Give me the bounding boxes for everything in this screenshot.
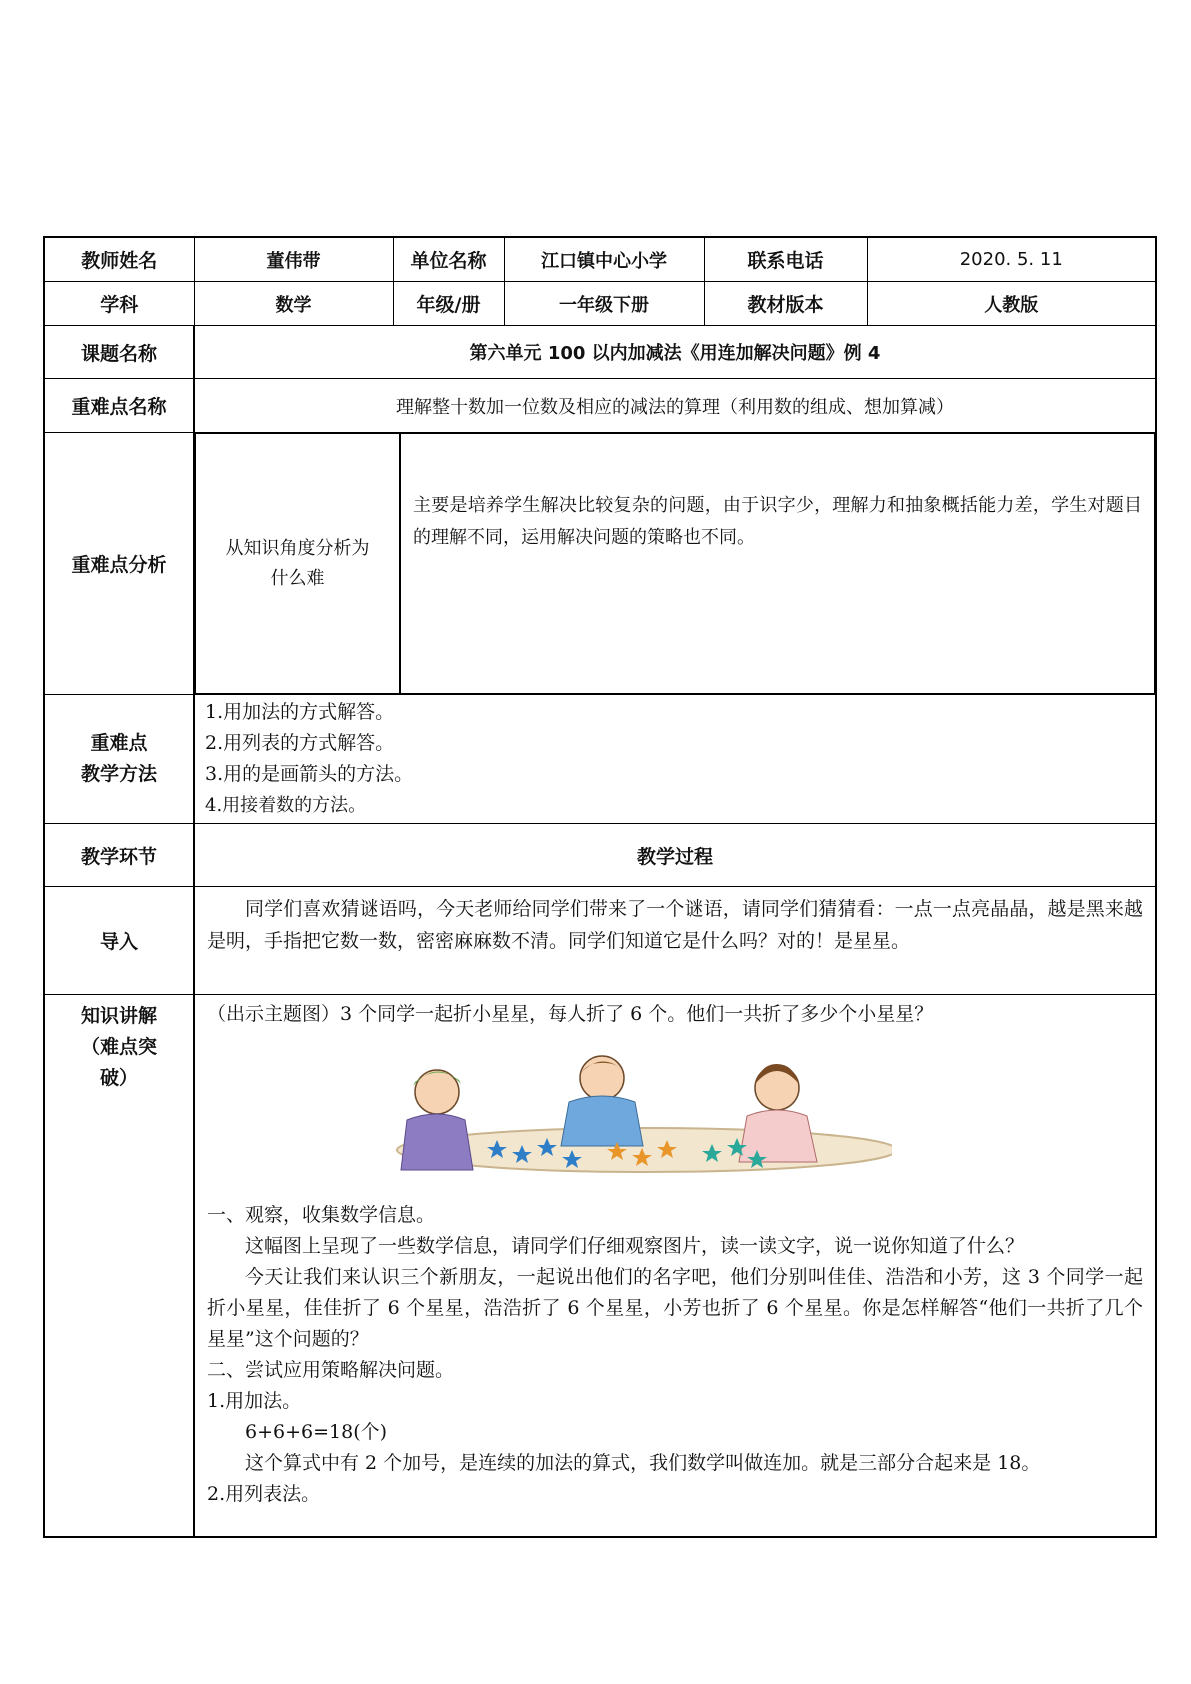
difficulty-analysis-cell: [194, 433, 1156, 695]
unit-name: 江口镇中心小学: [504, 237, 704, 282]
difficulty-name-value: 理解整十数加一位数及相应的减法的算理（利用数的组成、想加算减）: [194, 379, 1156, 433]
step1-paragraph-2: 今天让我们来认识三个新朋友，一起说出他们的名字吧，他们分别叫佳佳、浩浩和小芳，这 3 个同学一起折小星星，佳佳折了 6 个星星，浩浩折了 6 个星星，小芳也折了 6 个星星。你是怎样解答“他们一共折了几个星星”这个问题的？: [207, 1266, 1143, 1350]
formula: 6+6+6=18(个): [245, 1421, 388, 1443]
girl-left-figure: [401, 1070, 473, 1170]
method-item: 4.用接着数的方法。: [205, 795, 367, 816]
analysis-inner-table: [195, 433, 1155, 694]
method-item: 1.用加法的方式解答。: [205, 701, 395, 723]
topic-value: 第六单元 100 以内加减法《用连加解决问题》例 4: [194, 326, 1156, 379]
methods-label-line2: 教学方法: [80, 763, 157, 785]
method-item: 2.用列表的方式解答。: [205, 732, 395, 754]
knowledge-label-line2: （难点突: [80, 1036, 157, 1058]
formula-explanation: 这个算式中有 2 个加号，是连续的加法的算式，我们数学叫做连加。就是三部分合起来是 18。: [245, 1452, 1041, 1474]
lesson-plan-sheet: [43, 236, 1155, 1538]
methods-label-line1: 重难点: [90, 732, 148, 754]
teacher-label: 教师姓名: [44, 237, 194, 282]
analysis-sub-label: [196, 434, 401, 694]
methods-list: [194, 695, 1156, 824]
methods-label: [44, 695, 194, 824]
difficulty-analysis-row: [44, 433, 1156, 695]
process-label: 教学环节: [44, 824, 194, 887]
edition-label: 教材版本: [704, 282, 867, 326]
intro-text-cell: [194, 887, 1156, 995]
analysis-sub-label-line2: 什么难: [270, 567, 325, 589]
knowledge-row: [44, 995, 1156, 1538]
process-title: 教学过程: [194, 824, 1156, 887]
problem-statement: （出示主题图）3 个同学一起折小星星，每人折了 6 个。他们一共折了多少个小星星？: [207, 1003, 934, 1025]
intro-label: 导入: [44, 887, 194, 995]
topic-label: 课题名称: [44, 326, 194, 379]
difficulty-name-row: [44, 379, 1156, 433]
edition-value: 人教版: [867, 282, 1156, 326]
subject-label: 学科: [44, 282, 194, 326]
difficulty-analysis-label: 重难点分析: [44, 433, 194, 695]
analysis-sub-label-line1: 从知识角度分析为: [225, 537, 370, 559]
grade-label: 年级/册: [393, 282, 504, 326]
header-row-2: [44, 282, 1156, 326]
phone-value: 2020. 5. 11: [867, 237, 1156, 282]
step2-title: 二、尝试应用策略解决问题。: [207, 1359, 455, 1381]
unit-label: 单位名称: [393, 237, 504, 282]
topic-row: [44, 326, 1156, 379]
header-row-1: [44, 237, 1156, 282]
girl-right-figure: [739, 1064, 817, 1162]
method2-title: 2.用列表法。: [207, 1483, 321, 1505]
analysis-text: 主要是培养学生解决比较复杂的问题，由于识字少，理解力和抽象概括能力差，学生对题目的理解不同，运用解决问题的策略也不同。: [400, 434, 1155, 694]
step1-paragraph-1: 这幅图上呈现了一些数学信息，请同学们仔细观察图片，读一读文字，说一说你知道了什么？: [245, 1235, 1025, 1257]
difficulty-name-label: 重难点名称: [44, 379, 194, 433]
boy-middle-figure: [561, 1056, 643, 1146]
teacher-name: 董伟带: [194, 237, 393, 282]
methods-row: [44, 695, 1156, 824]
intro-text: 同学们喜欢猜谜语吗，今天老师给同学们带来了一个谜语，请同学们猜猜看：一点一点亮晶晶，越是黑来越是明，手指把它数一数，密密麻麻数不清。同学们知道它是什么吗？对的！是星星。: [207, 898, 1143, 952]
method-item: 3.用的是画箭头的方法。: [205, 763, 414, 785]
knowledge-content: [194, 995, 1156, 1538]
process-header-row: [44, 824, 1156, 887]
lesson-plan-table: [43, 236, 1157, 1538]
intro-row: [44, 887, 1156, 995]
method1-title: 1.用加法。: [207, 1390, 302, 1412]
knowledge-label-line1: 知识讲解: [80, 1005, 157, 1027]
phone-label: 联系电话: [704, 237, 867, 282]
grade-value: 一年级下册: [504, 282, 704, 326]
knowledge-label-line3: 破）: [99, 1067, 138, 1089]
theme-illustration: [347, 1050, 892, 1178]
knowledge-label: [44, 995, 194, 1538]
step1-title: 一、观察，收集数学信息。: [207, 1204, 436, 1226]
subject-value: 数学: [194, 282, 393, 326]
